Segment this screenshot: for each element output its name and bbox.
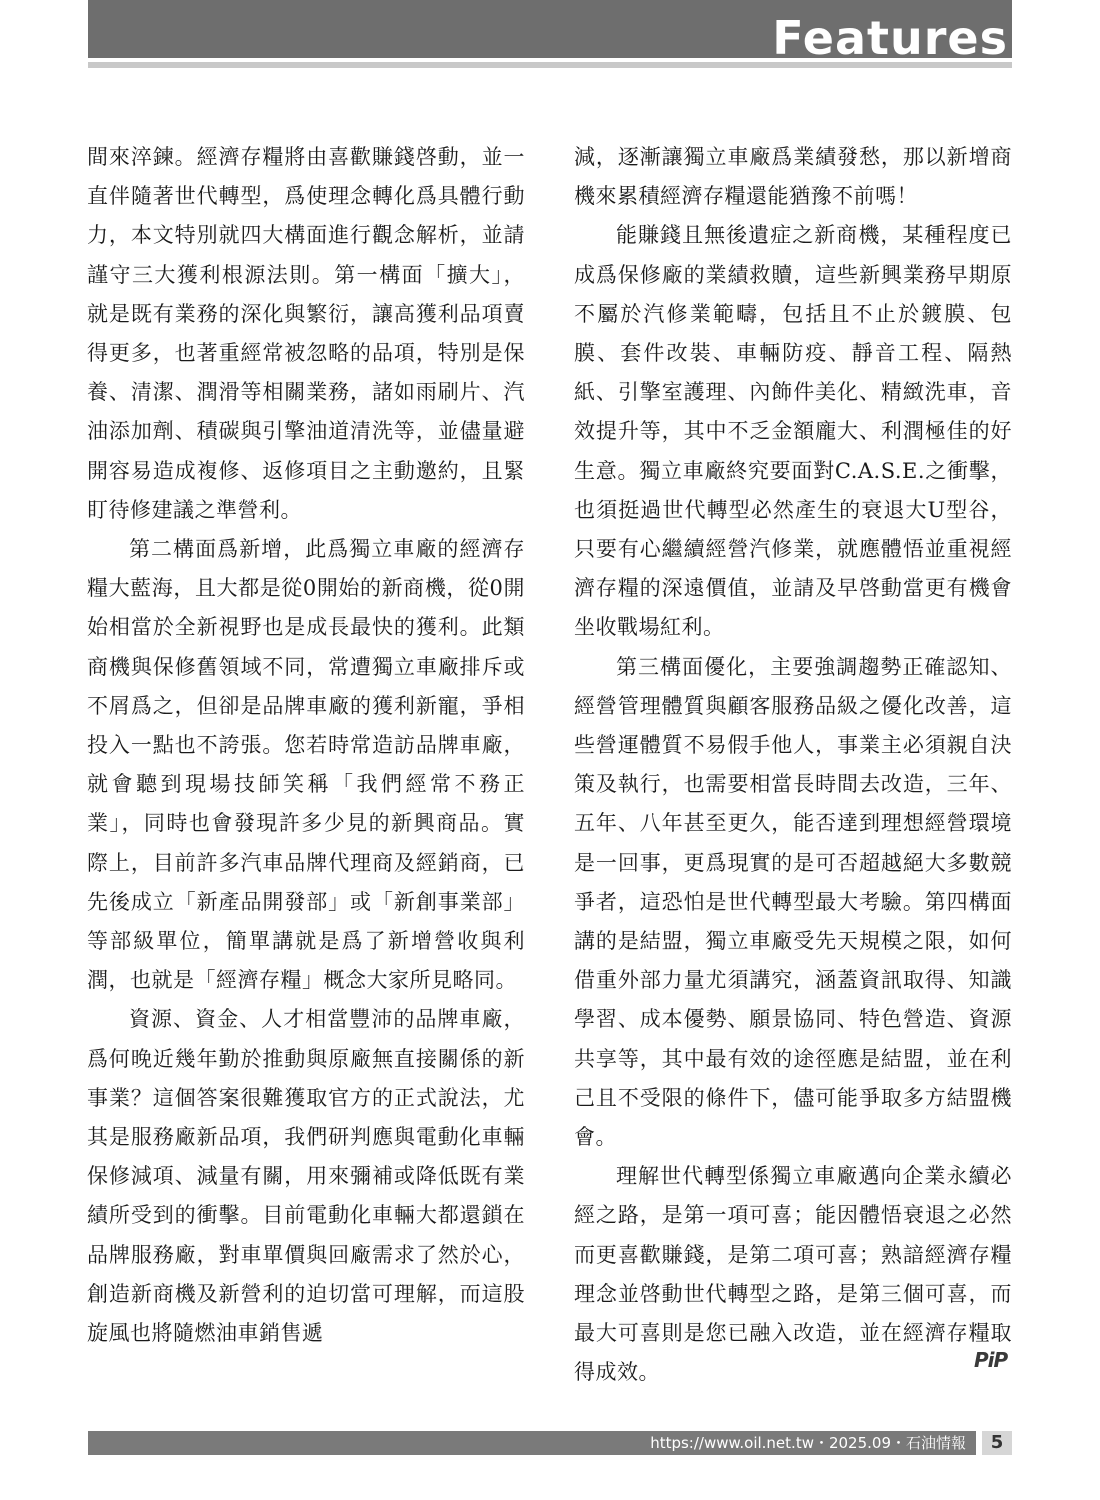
paragraph-6: 第三構面優化，主要強調趨勢正確認知、經營管理體質與顧客服務品級之優化改善，這些營運體質不易假手他人，事業主必須親自決策及執行，也需要相當長時間去改造，三年、五年、八年甚至更久，能否達到理想經營環境是一回事，更爲現實的是可否超越絕大多數競爭者，這恐怕是世代轉型最大考驗。第四構面講的是結盟，獨立車廠受先天規模之限，如何借重外部力量尤須講究，涵蓋資訊取得、知識學習、成本優勢、願景協同、特色營造、資源共享等，其中最有效的途徑應是結盟，並在利己且不受限的條件下，儘可能爭取多方結盟機會。 [574,654,1012,1150]
paragraph-4: 減，逐漸讓獨立車廠爲業績發愁，那以新增商機來累積經濟存糧還能猶豫不前嗎！ [574,145,1012,209]
right-column [574,138,1012,1393]
footer-text: https://www.oil.net.tw・2025.09・石油情報 [650,1434,966,1452]
left-column [87,138,525,1353]
section-title: Features [772,11,1008,65]
paragraph-2: 第二構面爲新增，此爲獨立車廠的經濟存糧大藍海，且大都是從0開始的新商機，從0開始相當於全新視野也是成長最快的獲利。此類商機與保修舊領域不同，常遭獨立車廠排斥或不屑爲之，但卻是品牌車廠的獲利新寵，爭相投入一點也不誇張。您若時常造訪品牌車廠，就會聽到現場技師笑稱「我們經常不務正業」，同時也會發現許多少見的新興商品。實際上，目前許多汽車品牌代理商及經銷商，已先後成立「新產品開發部」或「新創事業部」等部級單位，簡單講就是爲了新增營收與利潤，也就是「經濟存糧」概念大家所見略同。 [87,537,525,993]
page-number: 5 [982,1431,1012,1455]
paragraph-1: 間來淬鍊。經濟存糧將由喜歡賺錢啓動，並一直伴隨著世代轉型，爲使理念轉化爲具體行動力，本文特別就四大構面進行觀念解析，並請謹守三大獲利根源法則。第一構面「擴大」，就是既有業務的深化與繁衍，讓高獲利品項賣得更多，也著重經常被忽略的品項，特別是保養、清潔、潤滑等相關業務，諸如雨刷片、汽油添加劑、積碳與引擎油道清洗等，並儘量避開容易造成複修、返修項目之主動邀約，且緊盯待修建議之準營利。 [87,145,525,522]
end-logo: PiP [974,1348,1008,1372]
paragraph-3: 資源、資金、人才相當豐沛的品牌車廠，爲何晚近幾年勤於推動與原廠無直接關係的新事業？這個答案很難獲取官方的正式說法，尤其是服務廠新品項，我們研判應與電動化車輛保修減項、減量有關，用來彌補或降低既有業績所受到的衝擊。目前電動化車輛大都還鎖在品牌服務廠，對車單價與回廠需求了然於心，創造新商機及新營利的迫切當可理解，而這股旋風也將隨燃油車銷售遞 [87,1007,525,1346]
paragraph-7: 理解世代轉型係獨立車廠邁向企業永續必經之路，是第一項可喜；能因體悟衰退之必然而更喜歡賺錢，是第二項可喜；熟諳經濟存糧理念並啓動世代轉型之路，是第三個可喜，而最大可喜則是您已融入改造，並在經濟存糧取得成效。 [574,1164,1012,1385]
paragraph-5: 能賺錢且無後遺症之新商機，某種程度已成爲保修廠的業績救贖，這些新興業務早期原不屬於汽修業範疇，包括且不止於鍍膜、包膜、套件改裝、車輛防疫、靜音工程、隔熱紙、引擎室護理、內飾件美化、精緻洗車，音效提升等，其中不乏金額龐大、利潤極佳的好生意。獨立車廠終究要面對C.A.S.E.之衝擊，也須挺過世代轉型必然產生的衰退大U型谷，只要有心繼續經營汽修業，就應體悟並重視經濟存糧的深遠價值，並請及早啓動當更有機會坐收戰場紅利。 [574,223,1012,640]
